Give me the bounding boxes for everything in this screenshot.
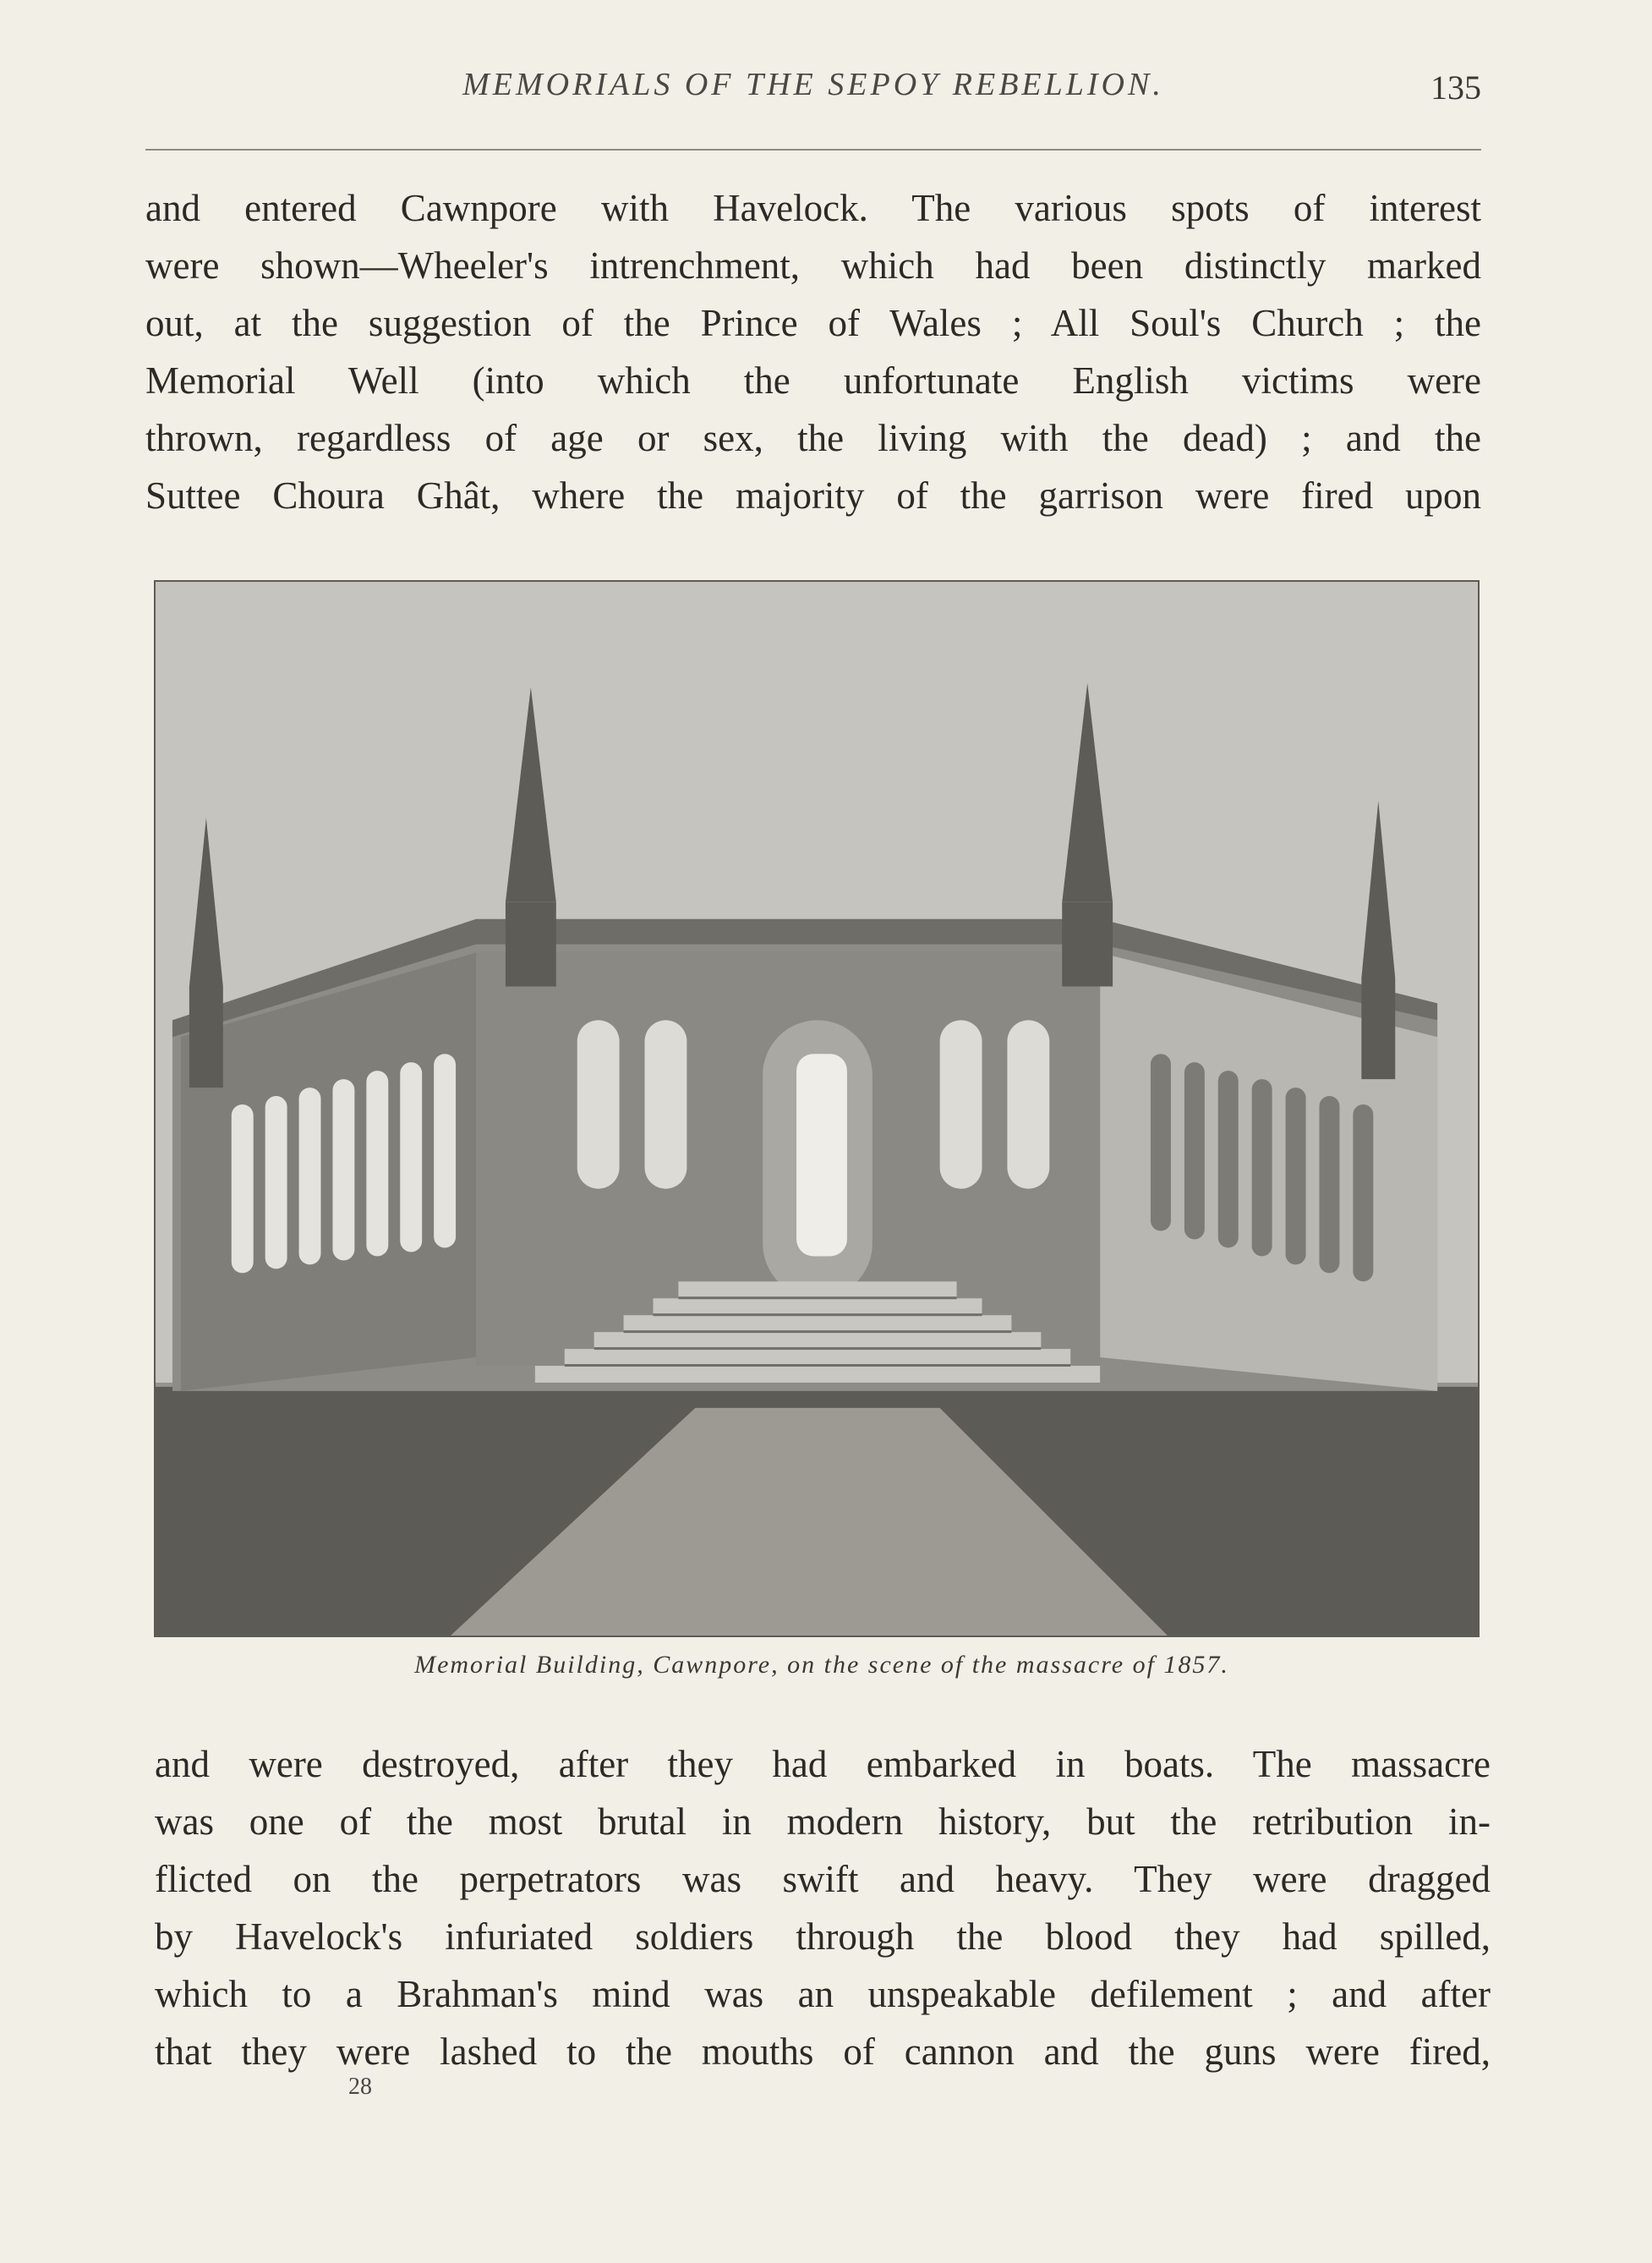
body-paragraph-bottom (155, 1735, 1491, 2080)
page-number: 135 (1430, 68, 1481, 107)
text-line: Suttee Choura Ghât, where the majority of the garrison were fired upon (145, 474, 1481, 517)
text-line: that they were lashed to the mouths of cannon and the guns were fired, (155, 2030, 1491, 2073)
text-line: thrown, regardless of age or sex, the living with the dead) ; and the (145, 417, 1481, 459)
text-line: and entered Cawnpore with Havelock. The various spots of interest (145, 187, 1481, 229)
body-paragraph-top (145, 179, 1481, 524)
text-line: and were destroyed, after they had embarked in boats. The massacre (155, 1743, 1491, 1785)
running-head (145, 66, 1481, 117)
header-rule (145, 149, 1481, 151)
text-line: out, at the suggestion of the Prince of Wales ; All Soul's Church ; the (145, 302, 1481, 344)
memorial-illustration (156, 582, 1478, 1636)
memorial-photograph (154, 580, 1480, 1637)
text-line: were shown—Wheeler's intrenchment, which had been distinctly marked (145, 244, 1481, 287)
text-line: by Havelock's infuriated soldiers through the blood they had spilled, (155, 1915, 1491, 1958)
text-line: was one of the most brutal in modern history, but the retribution in- (155, 1800, 1491, 1843)
signature-mark: 28 (348, 2074, 372, 2100)
running-title: MEMORIALS OF THE SEPOY REBELLION. (462, 67, 1164, 102)
figure-caption: Memorial Building, Cawnpore, on the scene of the massacre of 1857. (414, 1651, 1229, 1679)
text-line: which to a Brahman's mind was an unspeakable defilement ; and after (155, 1973, 1491, 2015)
text-line: Memorial Well (into which the unfortunate English victims were (145, 359, 1481, 402)
text-line: flicted on the perpetrators was swift and heavy. They were dragged (155, 1858, 1491, 1900)
